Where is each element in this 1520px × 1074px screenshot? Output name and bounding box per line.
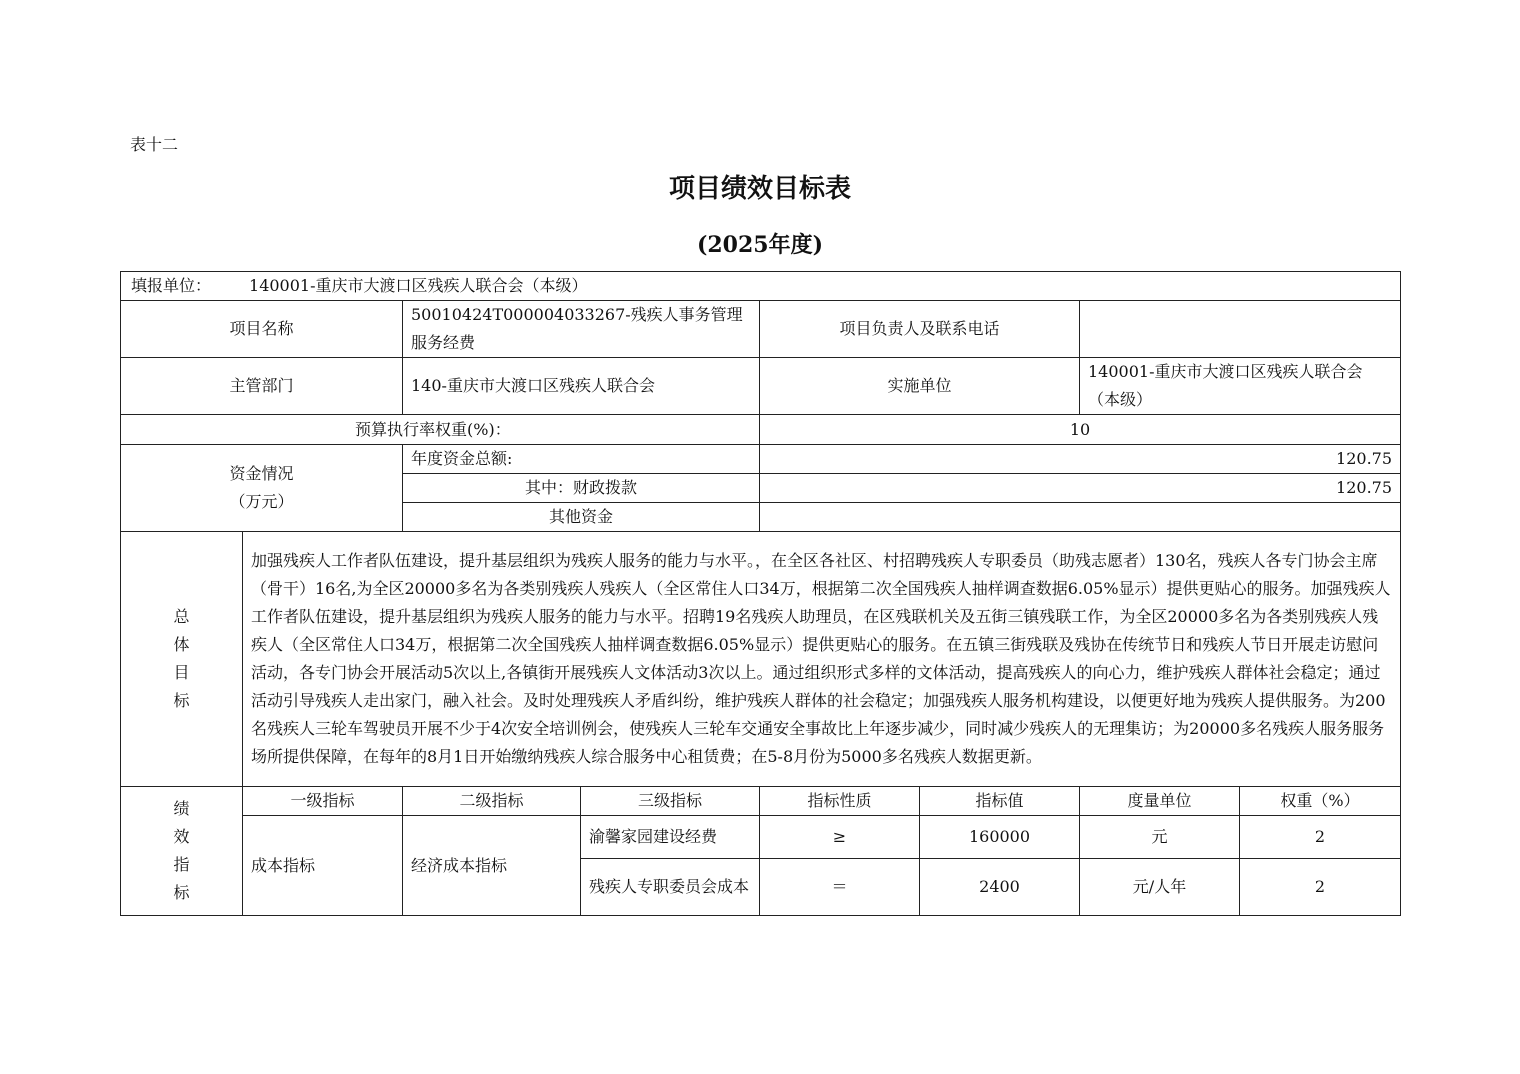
goal-char: 总 xyxy=(173,607,190,626)
weight-value: 2 xyxy=(1240,816,1401,859)
header-level1: 一级指标 xyxy=(243,787,403,816)
header-unit: 度量单位 xyxy=(1080,787,1240,816)
unit-value: 元 xyxy=(1080,816,1240,859)
reporting-unit-label: 填报单位： xyxy=(131,276,212,295)
funds-fiscal-label: 其中：财政拨款 xyxy=(403,474,760,503)
table-row xyxy=(121,816,1401,859)
funds-label-line1: 资金情况 xyxy=(229,464,294,483)
funds-total-value: 120.75 xyxy=(760,445,1401,474)
unit-value: 元/人年 xyxy=(1080,859,1240,916)
nature-value: ≥ xyxy=(760,816,920,859)
header-value: 指标值 xyxy=(920,787,1080,816)
perf-char: 标 xyxy=(173,883,190,902)
reporting-unit-row xyxy=(121,272,1401,301)
page-subtitle: (2025年度) xyxy=(696,232,824,258)
project-name-value: 50010424T000004033267-残疾人事务管理服务经费 xyxy=(403,301,760,358)
contact-value xyxy=(1080,301,1401,358)
perf-char: 指 xyxy=(173,855,190,874)
overall-goal-label xyxy=(121,532,243,787)
performance-goal-table xyxy=(120,271,1401,916)
reporting-unit-value: 140001-重庆市大渡口区残疾人联合会（本级） xyxy=(249,276,588,295)
budget-weight-label: 预算执行率权重(%)： xyxy=(121,415,760,445)
perf-indicator-label xyxy=(121,787,243,916)
funds-label xyxy=(121,445,403,532)
dept-value: 140-重庆市大渡口区残疾人联合会 xyxy=(403,358,760,415)
funds-label-line2: （万元） xyxy=(229,492,294,511)
indicator-value: 160000 xyxy=(920,816,1080,859)
table-number: 表十二 xyxy=(130,135,179,154)
funds-fiscal-value: 120.75 xyxy=(760,474,1401,503)
goal-char: 标 xyxy=(173,691,190,710)
contact-label: 项目负责人及联系电话 xyxy=(760,301,1080,358)
level1-value: 成本指标 xyxy=(243,816,403,916)
funds-other-value xyxy=(760,503,1401,532)
indicator-value: 2400 xyxy=(920,859,1080,916)
overall-goal-text: 加强残疾人工作者队伍建设，提升基层组织为残疾人服务的能力与水平。，在全区各社区、村招聘残疾人专职委员（助残志愿者）130名，残疾人各专门协会主席（骨干）16名,为全区20000多名为各类别残疾人残疾人（全区常住人口34万，根据第二次全国残疾人抽样调查数据6.05%显示）提供更贴心的服务。加强残疾人工作者队伍建设，提升基层组织为残疾人服务的能力与水平。招聘19名残疾人助理员，在区残联机关及五街三镇残联工作，为全区20000多名为各类别残疾人残疾人（全区常住人口34万，根据第二次全国残疾人抽样调查数据6.05%显示）提供更贴心的服务。在五镇三街残联及残协在传统节日和残疾人节日开展走访慰问活动，各专门协会开展活动5次以上,各镇街开展残疾人文体活动3次以上。通过组织形式多样的文体活动，提高残疾人的向心力，维护残疾人群体社会稳定；通过活动引导残疾人走出家门，融入社会。及时处理残疾人矛盾纠纷，维护残疾人群体的社会稳定；加强残疾人服务机构建设，以便更好地为残疾人提供服务。为200名残疾人三轮车驾驶员开展不少于4次安全培训例会，使残疾人三轮车交通安全事故比上年逐步减少，同时减少残疾人的无理集访；为20000多名残疾人服务服务场所提供保障，在每年的8月1日开始缴纳残疾人综合服务中心租赁费；在5-8月份为5000多名残疾人数据更新。 xyxy=(243,532,1401,787)
header-nature: 指标性质 xyxy=(760,787,920,816)
level2-value: 经济成本指标 xyxy=(403,816,581,916)
impl-unit-value: 140001-重庆市大渡口区残疾人联合会（本级） xyxy=(1080,358,1401,415)
perf-char: 绩 xyxy=(173,799,190,818)
level3-value: 残疾人专职委员会成本 xyxy=(581,859,760,916)
header-weight: 权重（%） xyxy=(1240,787,1401,816)
impl-unit-label: 实施单位 xyxy=(760,358,1080,415)
header-level2: 二级指标 xyxy=(403,787,581,816)
project-name-label: 项目名称 xyxy=(121,301,403,358)
goal-char: 目 xyxy=(173,663,190,682)
page-title: 项目绩效目标表 xyxy=(668,174,851,204)
level3-value: 渝馨家园建设经费 xyxy=(581,816,760,859)
funds-other-label: 其他资金 xyxy=(403,503,760,532)
funds-total-label: 年度资金总额: xyxy=(403,445,760,474)
nature-value: ＝ xyxy=(760,859,920,916)
perf-char: 效 xyxy=(173,827,190,846)
weight-value: 2 xyxy=(1240,859,1401,916)
budget-weight-value: 10 xyxy=(760,415,1401,445)
header-level3: 三级指标 xyxy=(581,787,760,816)
goal-char: 体 xyxy=(173,635,190,654)
dept-label: 主管部门 xyxy=(121,358,403,415)
